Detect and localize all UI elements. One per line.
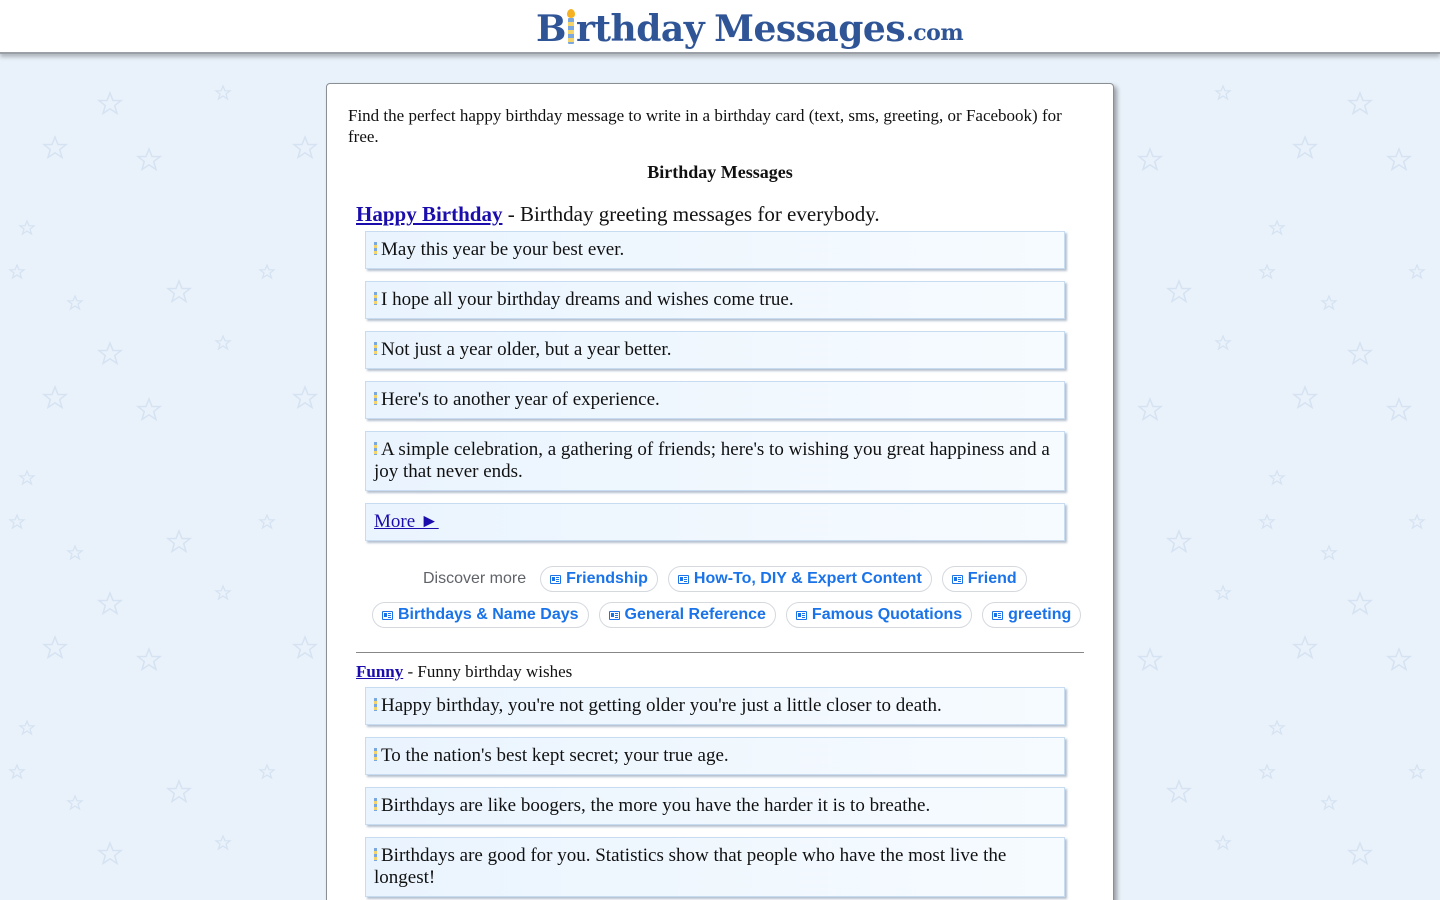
message-text: A simple celebration, a gathering of friends; here's to wishing you great happiness and a joy that never ends. [374,439,1050,482]
message-box [365,331,1065,369]
discover-more-label: Discover more [423,570,527,587]
content-panel [326,83,1114,900]
message-box [365,281,1065,319]
message-text: To the nation's best kept secret; your true age. [381,745,729,766]
chip-label: Famous Quotations [811,606,963,623]
category-funny [356,662,572,682]
discover-row-2 [372,602,1091,628]
category-description: - Birthday greeting messages for everybody. [502,202,880,226]
candle-icon [374,698,377,711]
article-icon [992,611,1003,620]
message-box [365,431,1065,491]
category-happy-birthday [356,202,880,227]
article-icon [678,575,689,584]
chip-label: How-To, DIY & Expert Content [693,570,922,587]
category-link-happy-birthday[interactable]: Happy Birthday [356,202,503,226]
discover-row-1 [423,566,1037,592]
more-link[interactable]: More ► [374,511,439,532]
candle-icon [374,442,377,455]
candle-icon [374,242,377,255]
message-box [365,737,1065,775]
candle-icon [374,392,377,405]
article-icon [550,575,561,584]
message-box [365,231,1065,269]
article-icon [952,575,963,584]
chip-general-reference[interactable] [599,602,776,628]
more-box [365,503,1065,541]
chip-label: Friend [967,570,1017,587]
message-text: Birthdays are good for you. Statistics show that people who have the most live the longest! [374,845,1007,888]
article-icon [609,611,620,620]
candle-icon [374,848,377,861]
category-description: - Funny birthday wishes [403,662,573,681]
message-text: Happy birthday, you're not getting older you're just a little closer to death. [381,695,942,716]
message-text: Birthdays are like boogers, the more you have the harder it is to breathe. [381,795,931,816]
chip-how-to-diy[interactable] [668,566,932,592]
chip-label: General Reference [624,606,766,623]
logo-word-messages: Messages [714,8,906,50]
logo-word-rest: rthday [575,8,705,50]
article-icon [382,611,393,620]
chip-label: Friendship [566,570,648,587]
candle-icon [374,748,377,761]
chip-birthdays-name-days[interactable] [372,602,589,628]
chip-famous-quotations[interactable] [786,602,972,628]
article-icon [796,611,807,620]
chip-greeting[interactable] [982,602,1081,628]
chip-friend[interactable] [942,566,1027,592]
message-text: I hope all your birthday dreams and wishes come true. [381,289,794,310]
intro-text: Find the perfect happy birthday message to write in a birthday card (text, sms, greeting, or Facebook) for free. [348,106,1062,146]
logo-letter-b: B [536,8,566,50]
candle-icon [374,292,377,305]
message-box [365,381,1065,419]
site-header [0,0,1440,54]
candle-icon [374,798,377,811]
message-box [365,837,1065,897]
category-link-funny[interactable]: Funny [356,662,404,681]
chip-friendship[interactable] [540,566,658,592]
candle-icon [374,342,377,355]
chip-label: greeting [1008,606,1072,623]
message-text: Not just a year older, but a year better. [381,339,672,360]
site-logo[interactable] [536,4,963,50]
flame-icon [567,9,575,18]
message-text: Here's to another year of experience. [381,389,660,410]
section-divider [356,652,1084,653]
candle-icon [568,18,574,44]
message-box [365,687,1065,725]
section-heading: Birthday Messages [647,162,793,182]
chip-label: Birthdays & Name Days [398,606,579,623]
message-text: May this year be your best ever. [381,239,625,260]
logo-tld: .com [906,20,964,46]
message-box [365,787,1065,825]
